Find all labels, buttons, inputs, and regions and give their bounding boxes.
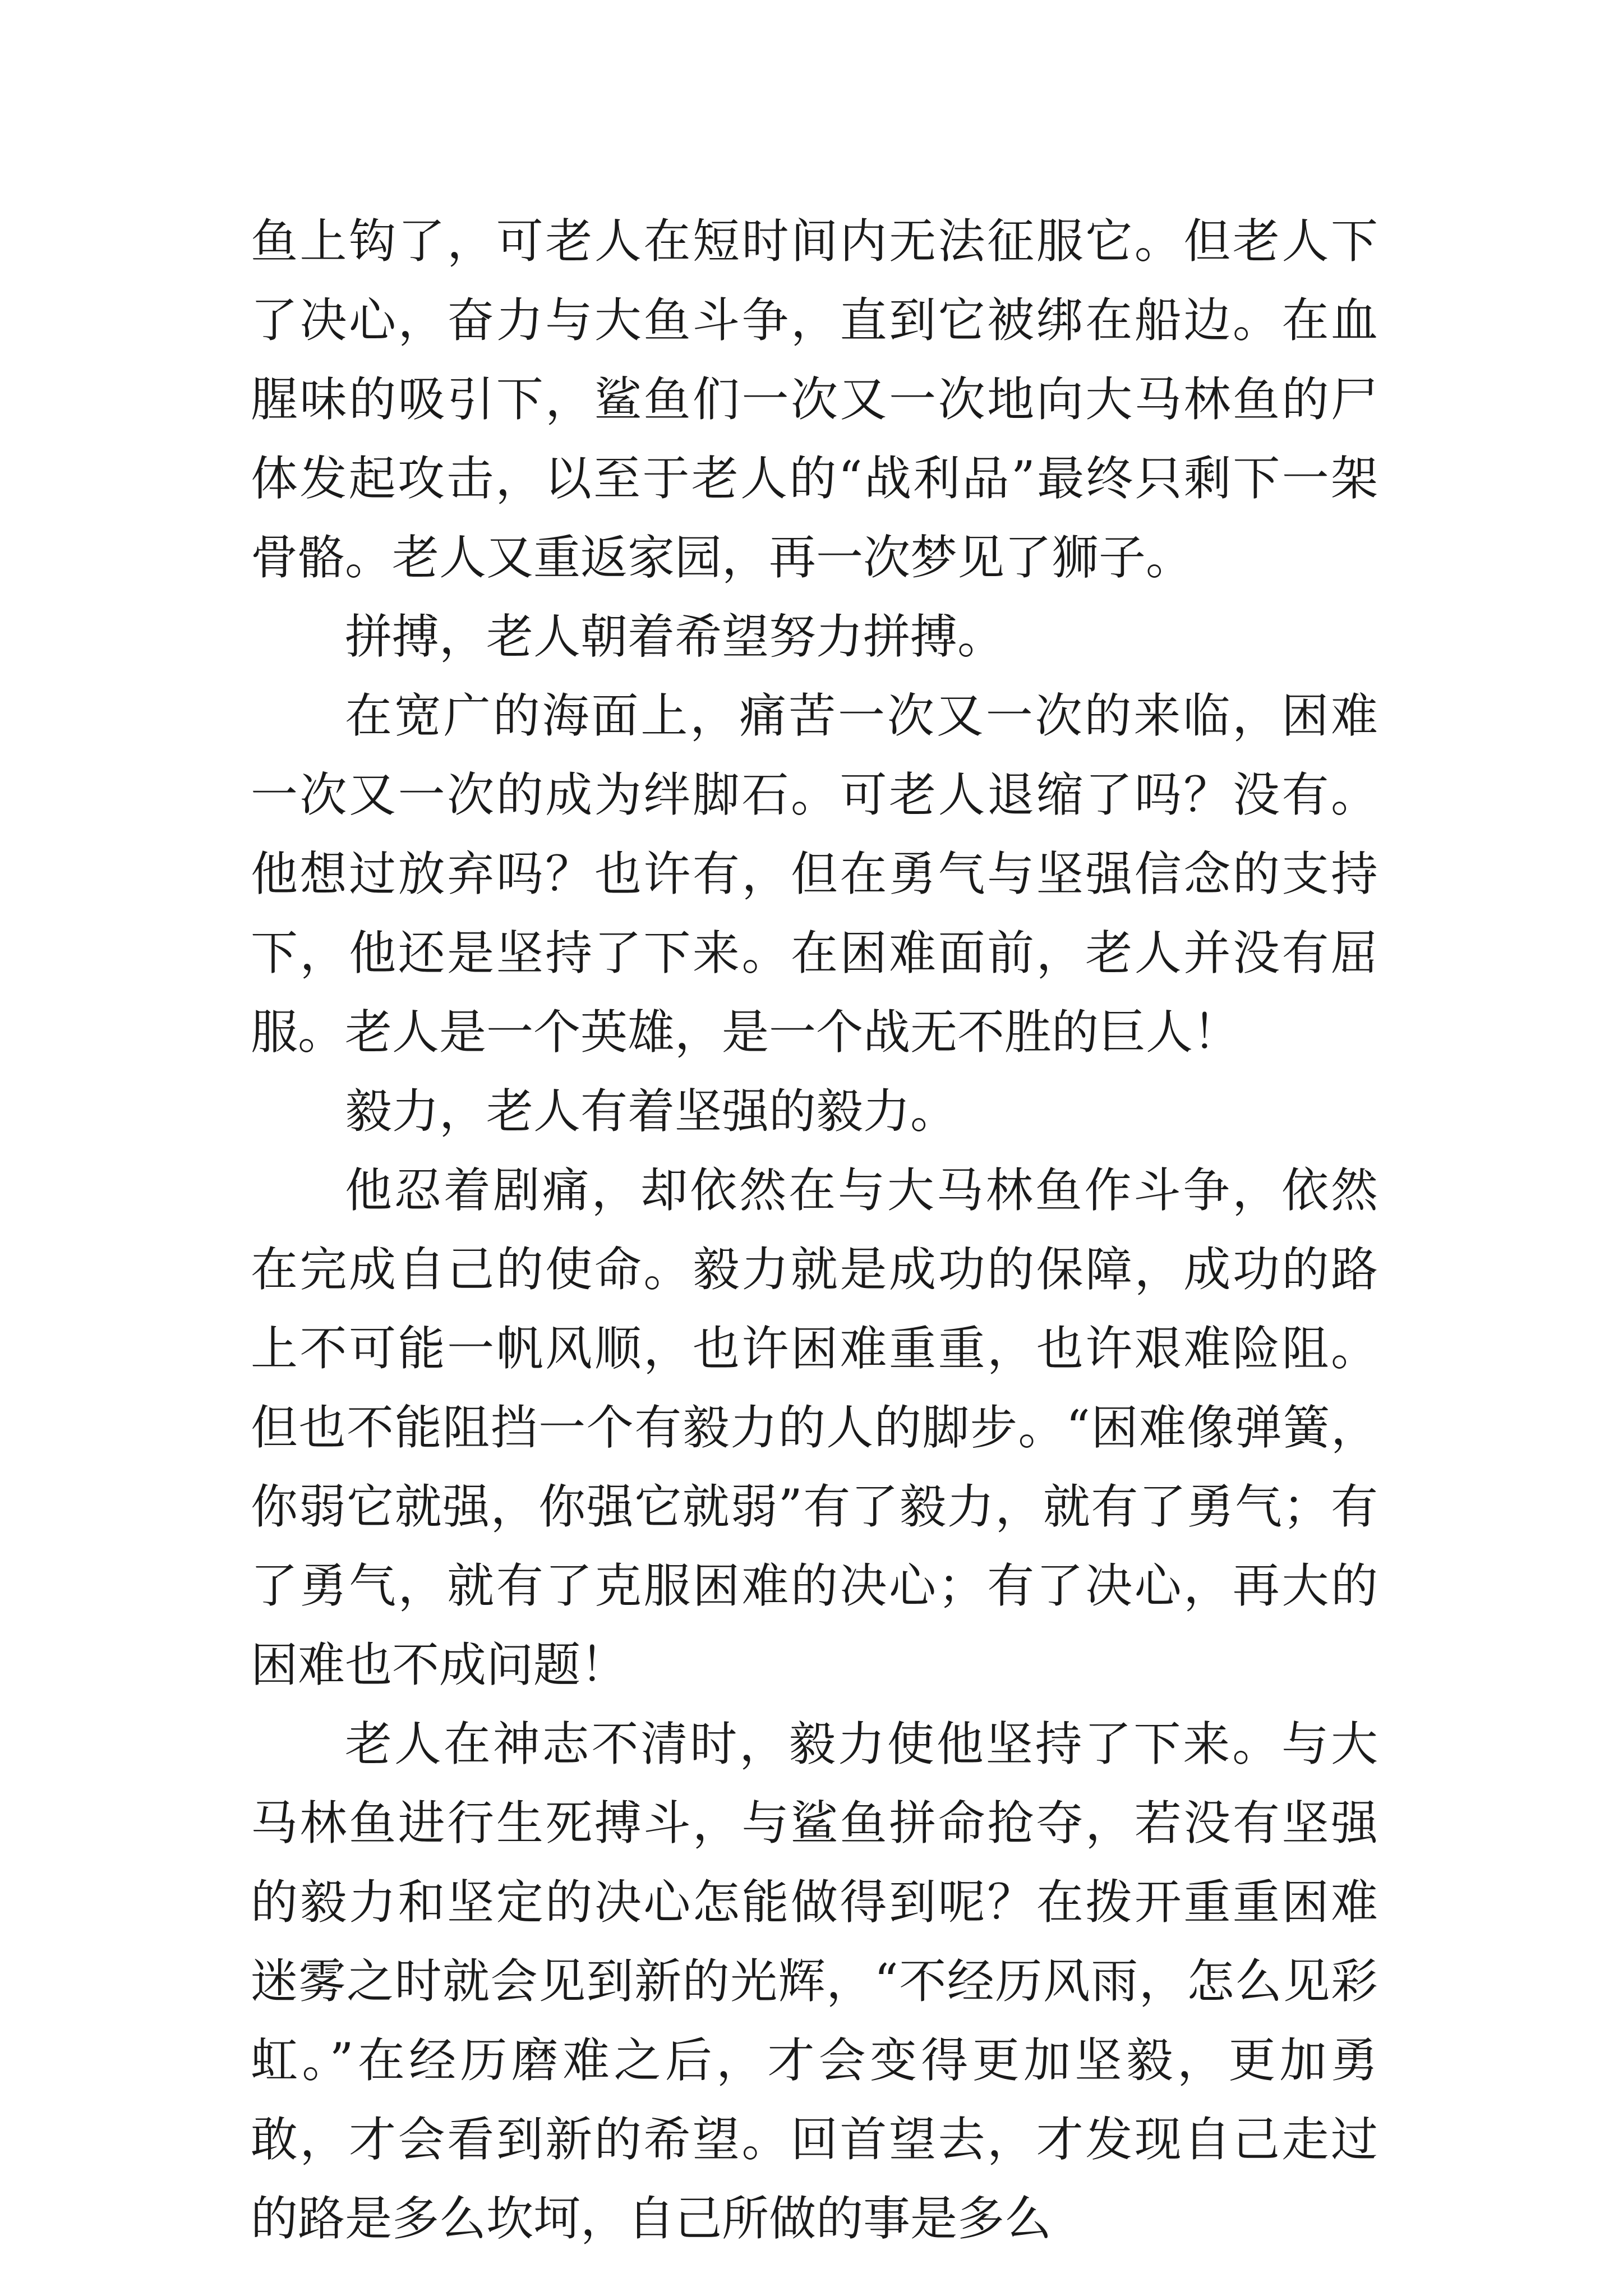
paragraph-2: 拼搏，老人朝着希望努力拼搏。 <box>345 609 1005 664</box>
paragraph-1: 鱼上钩了，可老人在短时间内无法征服它。但老人下了决心，奋力与大鱼斗争，直到它被绑在船边。在血腥味的吸引下，鲨鱼们一次又一次地向大马林鱼的尸体发起攻击，以至于老人的“战利品”最终只剩下一架骨骼。老人又重返家园，再一次梦见了狮子。 <box>251 214 1378 585</box>
paragraph-6: 老人在神志不清时，毅力使他坚持了下来。与大马林鱼进行生死搏斗，与鲨鱼拼命抢夺，若没有坚强的毅力和坚定的决心怎能做得到呢？在拨开重重困难迷雾之时就会见到新的光辉，“不经历风雨，怎么见彩虹。”在经历磨难之后，才会变得更加坚毅，更加勇敢，才会看到新的希望。回首望去，才发现自己走过的路是多么坎坷，自己所做的事是多么 <box>251 1717 1378 2246</box>
paragraph-5: 他忍着剧痛，却依然在与大马林鱼作斗争，依然在完成自己的使命。毅力就是成功的保障，成功的路上不可能一帆风顺，也许困难重重，也许艰难险阻。但也不能阻挡一个有毅力的人的脚步。“困难像弹簧，你弱它就强，你强它就弱”有了毅力，就有了勇气；有了勇气，就有了克服困难的决心；有了决心，再大的困难也不成问题！ <box>251 1163 1378 1692</box>
paragraph-3: 在宽广的海面上，痛苦一次又一次的来临，困难一次又一次的成为绊脚石。可老人退缩了吗？没有。他想过放弃吗？也许有，但在勇气与坚强信念的支持下，他还是坚持了下来。在困难面前，老人并没有屈服。老人是一个英雄，是一个战无不胜的巨人！ <box>251 688 1378 1060</box>
document-body <box>251 202 1378 2258</box>
paragraph-4: 毅力，老人有着坚强的毅力。 <box>345 1084 958 1139</box>
